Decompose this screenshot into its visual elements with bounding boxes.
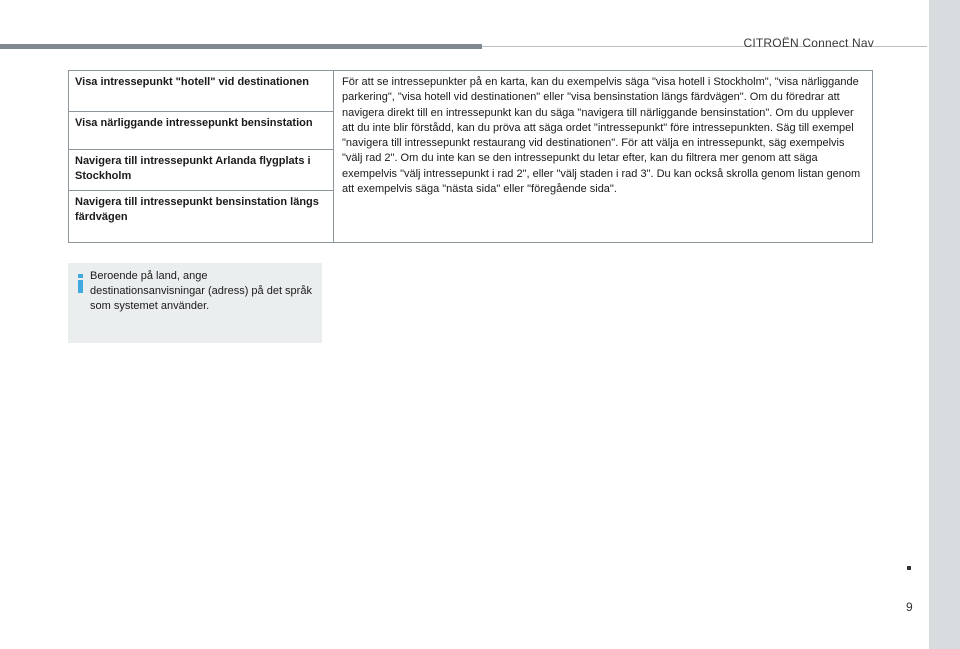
page-end-marker — [907, 566, 911, 570]
command-cell: Visa intressepunkt "hotell" vid destinationen — [69, 71, 333, 112]
header-rule-dark — [0, 44, 482, 49]
description-cell: För att se intressepunkter på en karta, kan du exempelvis säga "visa hotell i Stockholm", "visa närliggande parkering", "visa hotell vid destinationen" eller "visa bensinstation längs färdvägen". Om du föredrar att navigera direkt till en intressepunkt kan du säga "navigera till närliggande bensinstation". Om du upplever att du inte blir förstådd, kan du pröva att säga ordet "intressepunkt" före intressepunkten. Säg till exempel "navigera till intressepunkt restaurang vid destinationen". För att välja en intressepunkt, säg exempelvis "välj rad 2". Om du inte kan se den intressepunkt du letar efter, kan du filtrera mer genom att säga exempelvis "välj intressepunkt i rad 2", eller "välj staden i rad 3". Du kan också skrolla genom listan genom att exempelvis säga "nästa sida" eller "föregående sida". — [342, 76, 861, 196]
voice-command-table — [68, 70, 873, 243]
info-text: Beroende på land, ange destinationsanvisningar (adress) på det språk som systemet använder. — [90, 270, 312, 312]
info-note — [68, 263, 322, 343]
command-cell: Navigera till intressepunkt bensinstation längs färdvägen — [75, 196, 319, 223]
command-cell: Navigera till intressepunkt Arlanda flygplats i Stockholm — [69, 150, 333, 191]
page-number: 9 — [906, 600, 913, 614]
info-icon — [77, 274, 84, 293]
side-margin-band — [929, 0, 960, 649]
command-cell: Visa närliggande intressepunkt bensinstation — [69, 112, 333, 150]
command-column — [69, 71, 334, 242]
manual-title: CITROËN Connect Nav — [743, 36, 874, 50]
